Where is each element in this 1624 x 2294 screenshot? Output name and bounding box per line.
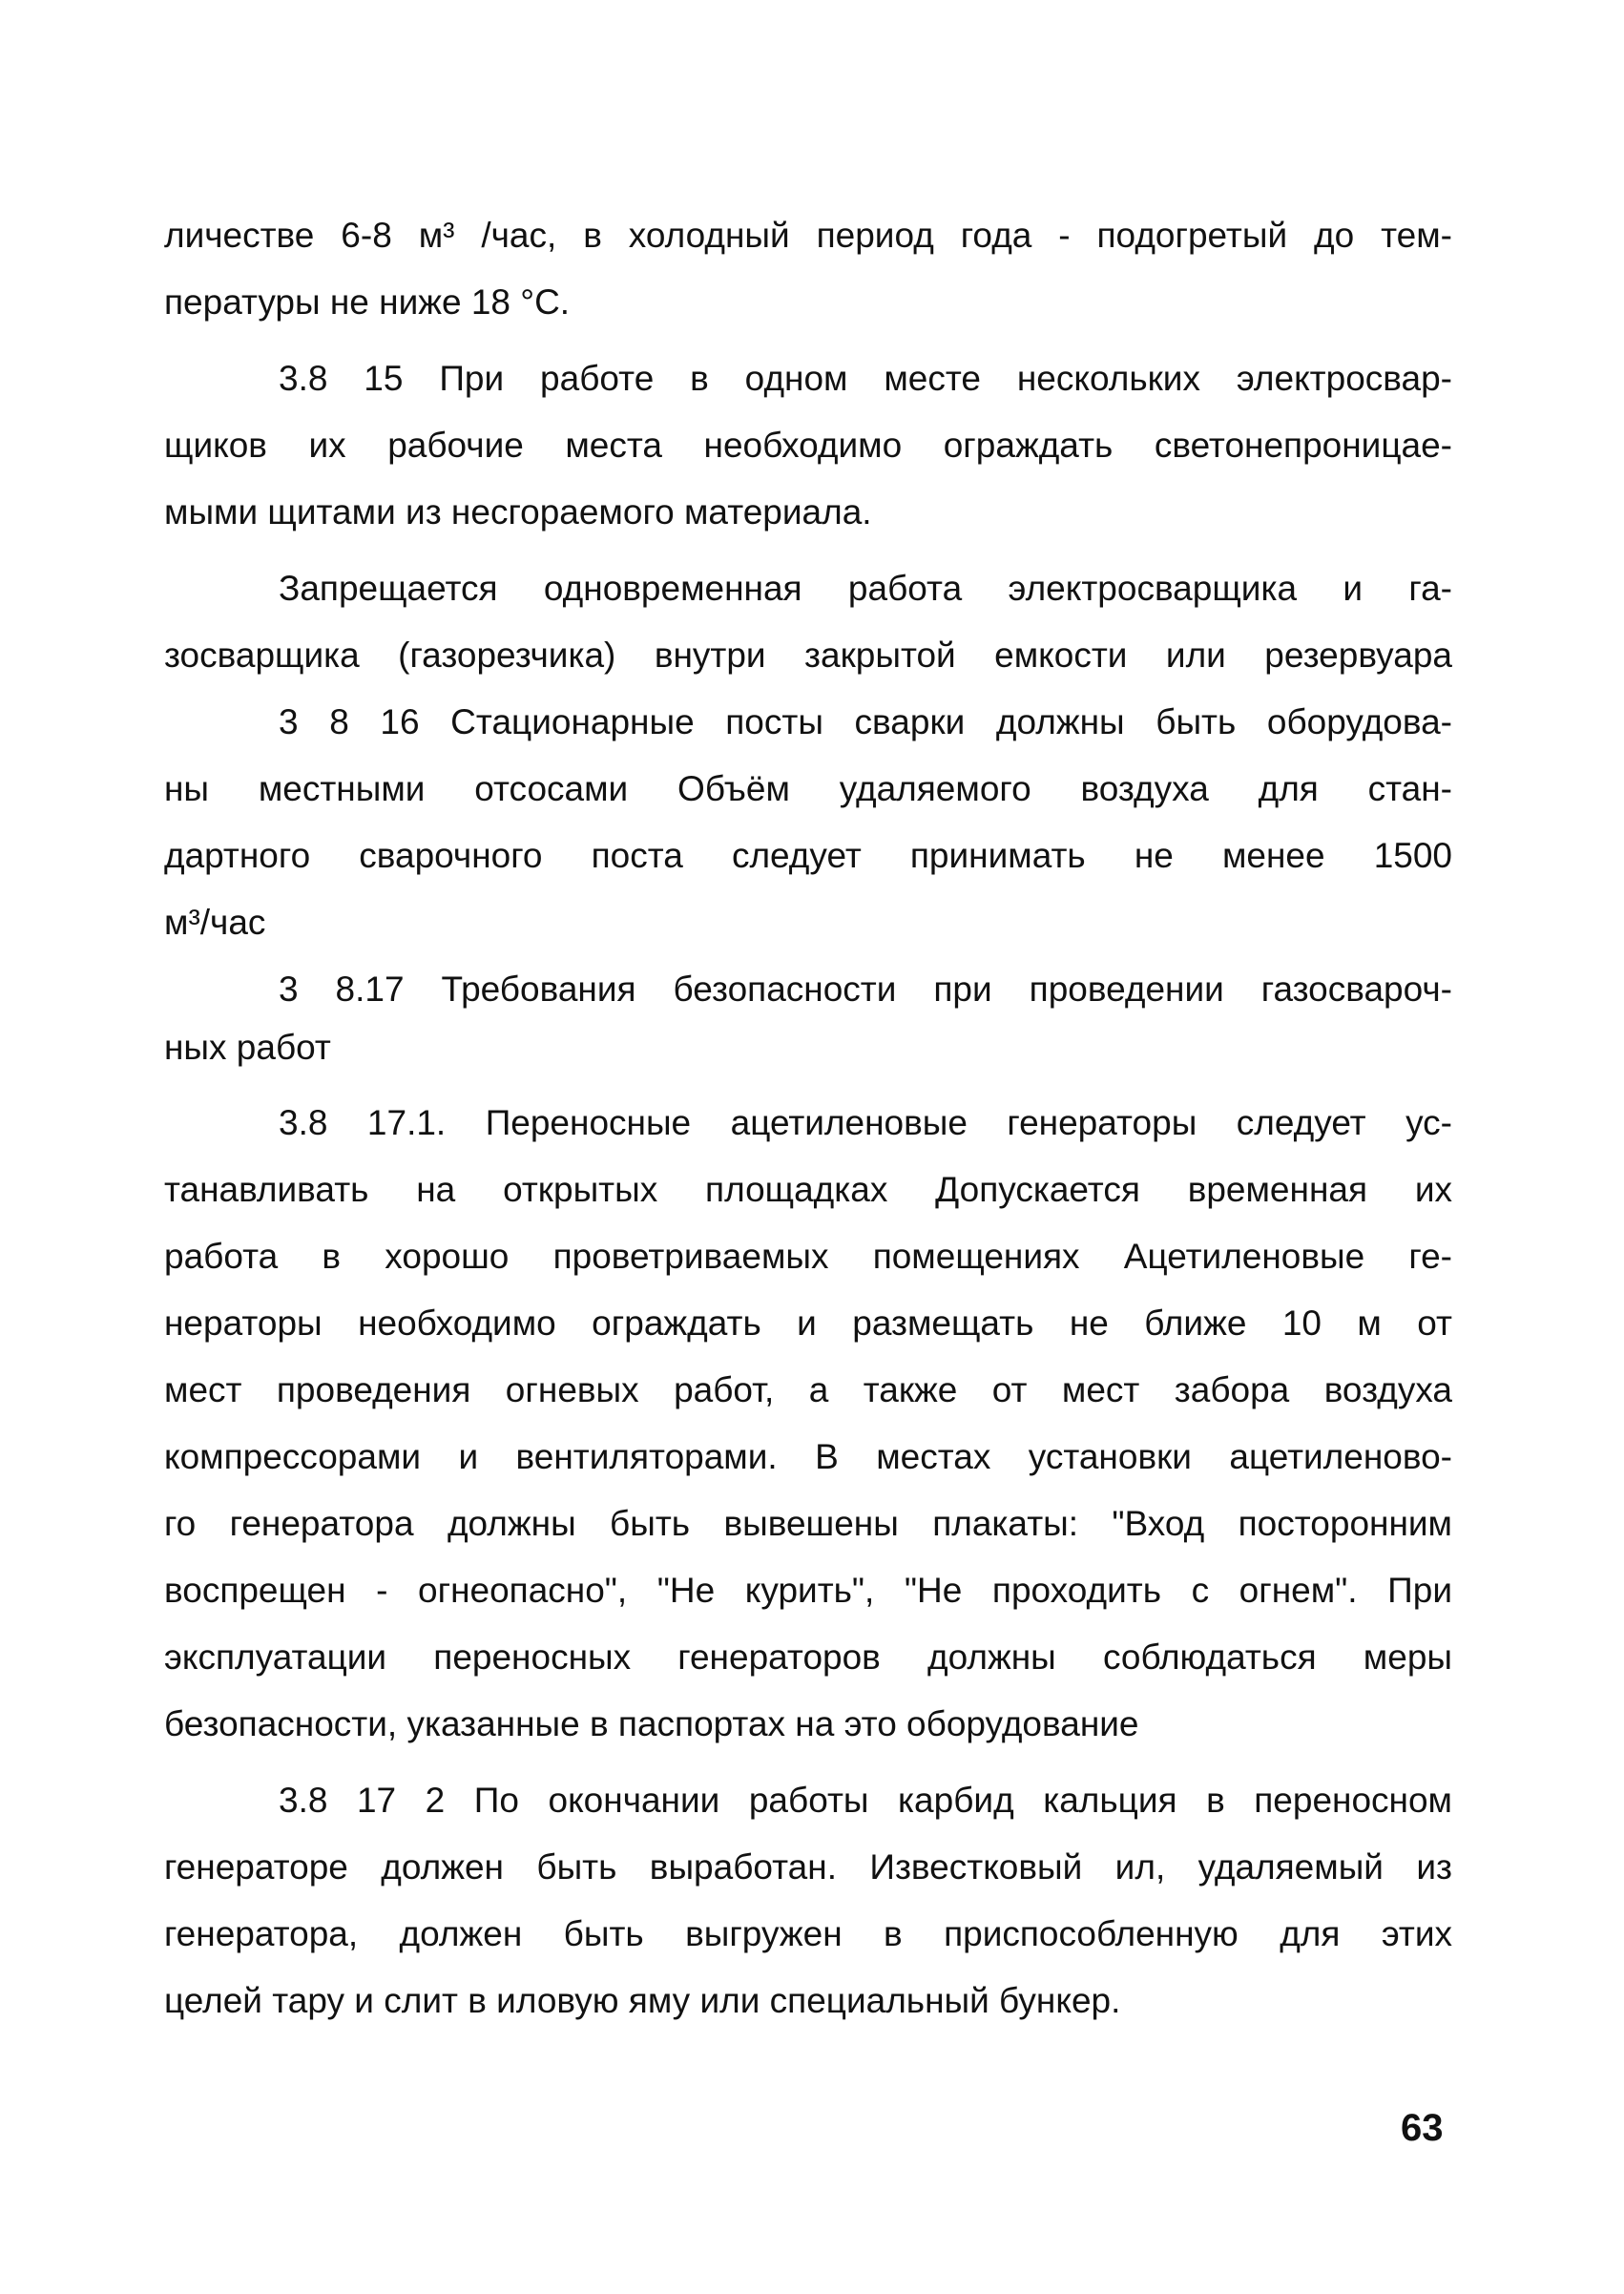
text-line: зосварщика (газорезчика) внутри закрытой емкости или резервуара xyxy=(164,636,1452,675)
text-line: 3.8 17.1. Переносные ацетиленовые генераторы следует ус- xyxy=(279,1103,1452,1142)
text-line: дартного сварочного поста следует принимать не менее 1500 xyxy=(164,836,1452,875)
text-line: Запрещается одновременная работа электросварщика и га- xyxy=(279,569,1452,608)
text-line: безопасности, указанные в паспортах на это оборудование xyxy=(164,1704,1139,1743)
paragraph-3-8-17-heading xyxy=(164,956,1452,1073)
text-line: генераторе должен быть выработан. Известковый ил, удаляемый из xyxy=(164,1847,1452,1887)
text-line: го генератора должны быть вывешены плакаты: "Вход посторонним xyxy=(164,1504,1452,1543)
text-line: 3 8.17 Требования безопасности при проведении газосвароч- xyxy=(279,970,1452,1009)
paragraph-3-8-17-1 xyxy=(164,1090,1452,1758)
text-line: нераторы необходимо ограждать и размещать не ближе 10 м от xyxy=(164,1303,1452,1343)
text-line: пературы не ниже 18 °С. xyxy=(164,282,571,322)
text-line: эксплуатации переносных генераторов должны соблюдаться меры xyxy=(164,1637,1452,1677)
text-line: м³/час xyxy=(164,903,266,942)
text-line: ны местными отсосами Объём удаляемого воздуха для стан- xyxy=(164,769,1452,808)
text-line: воспрещен - огнеопасно", "Не курить", "Не проходить с огнем". При xyxy=(164,1571,1452,1610)
paragraph-prohibition xyxy=(164,555,1452,689)
text-line: генератора, должен быть выгружен в приспособленную для этих xyxy=(164,1914,1452,1953)
text-line: 3.8 17 2 По окончании работы карбид кальция в переносном xyxy=(279,1781,1452,1820)
text-line: компрессорами и вентиляторами. В местах установки ацетиленово- xyxy=(164,1437,1452,1476)
text-line: ных работ xyxy=(164,1028,331,1067)
text-line: личестве 6-8 м³ /час, в холодный период года - подогретый до тем- xyxy=(164,216,1452,255)
paragraph-3-8-17-2 xyxy=(164,1767,1452,2034)
text-line: целей тару и слит в иловую яму или специальный бункер. xyxy=(164,1981,1121,2020)
text-line: щиков их рабочие места необходимо ограждать светонепроницае- xyxy=(164,426,1452,465)
paragraph-ventilation-air xyxy=(164,202,1452,336)
paragraph-3-8-16 xyxy=(164,689,1452,956)
paragraph-3-8-15 xyxy=(164,345,1452,546)
text-line: мест проведения огневых работ, а также от мест забора воздуха xyxy=(164,1370,1452,1409)
text-line: работа в хорошо проветриваемых помещениях Ацетиленовые ге- xyxy=(164,1237,1452,1276)
page-number: 63 xyxy=(1401,2107,1444,2149)
text-line: танавливать на открытых площадках Допускается временная их xyxy=(164,1170,1452,1209)
text-line: 3 8 16 Стационарные посты сварки должны быть оборудова- xyxy=(279,702,1452,741)
text-line: 3.8 15 При работе в одном месте нескольких электросвар- xyxy=(279,359,1452,398)
text-line: мыми щитами из несгораемого материала. xyxy=(164,492,872,532)
